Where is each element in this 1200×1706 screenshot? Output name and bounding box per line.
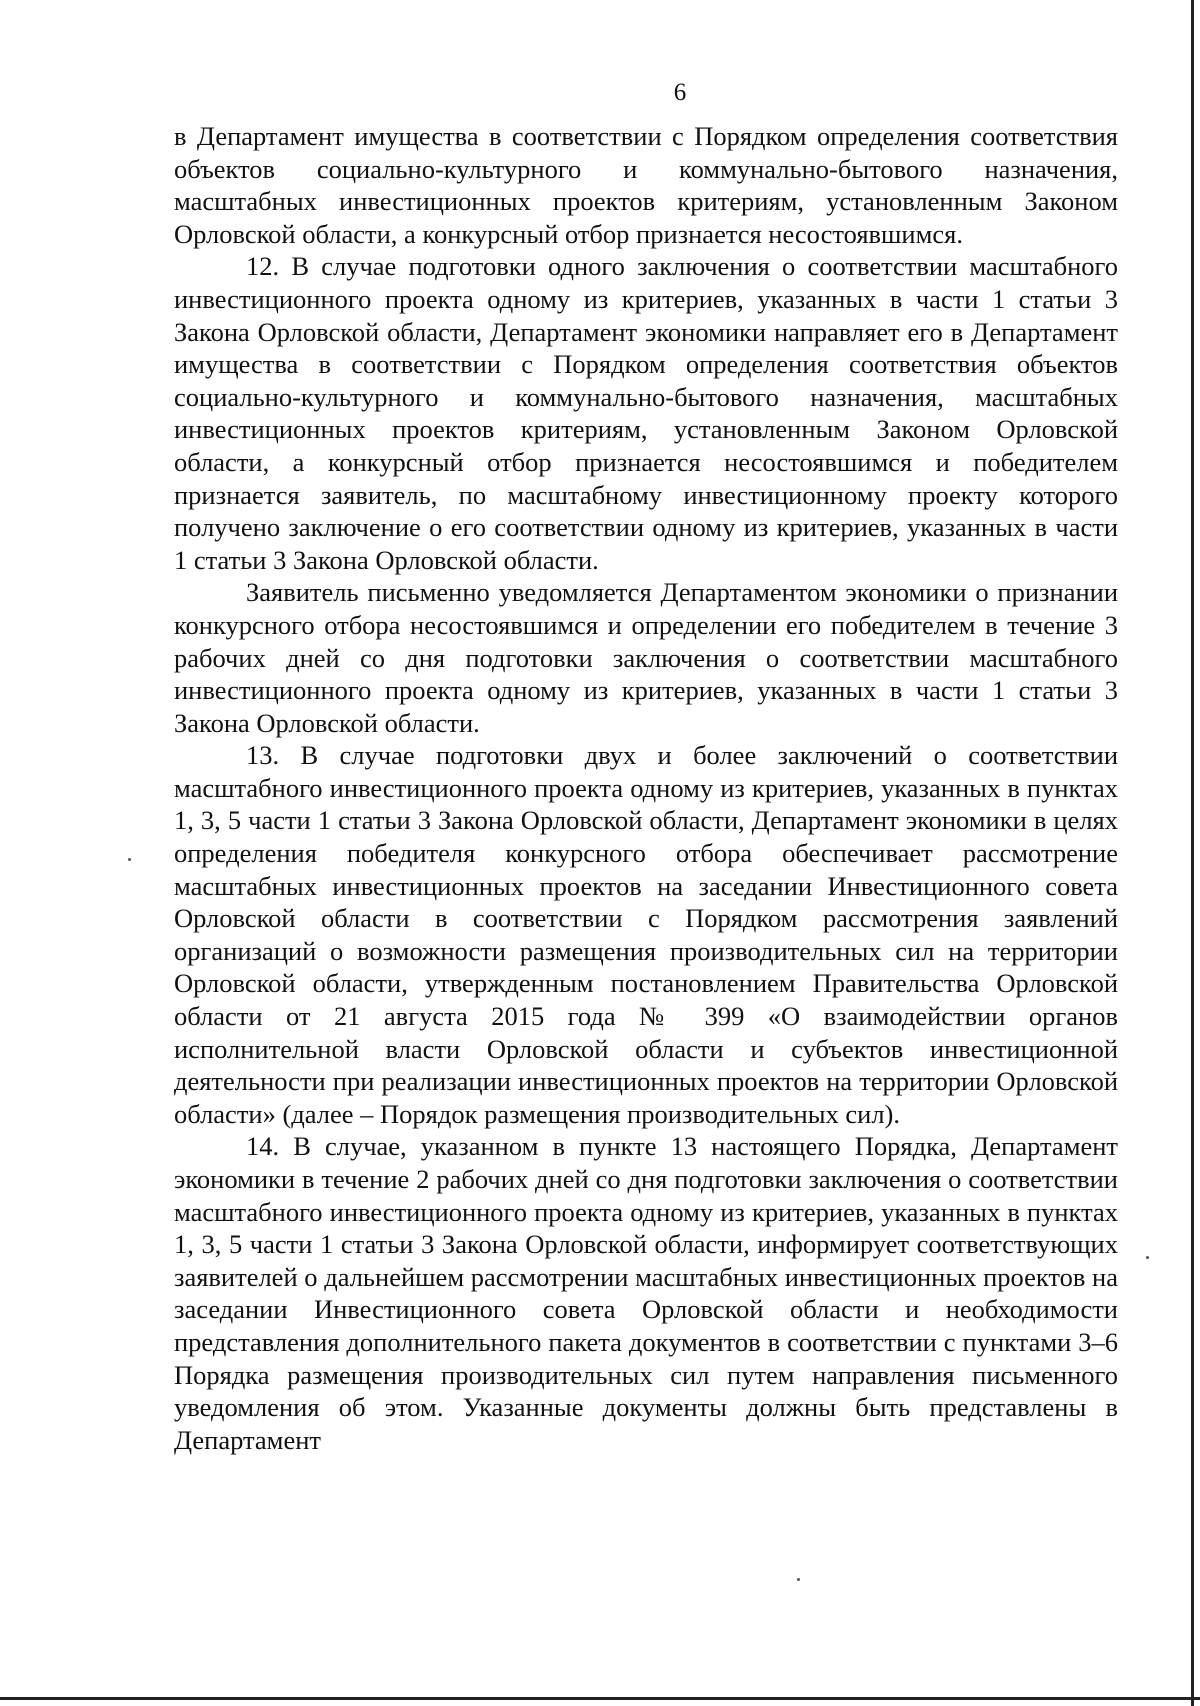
- paragraph-continuation: в Департамент имущества в соответствии с Порядком определения соответствия объектов социально-культурного и коммунально-бытового назначения, масштабных инвестиционных проектов критериям, установленным Законом Орловской области, а конкурсный отбор признается несостоявшимся.: [174, 121, 1118, 249]
- paragraph-item-13: 13. В случае подготовки двух и более заключений о соответствии масштабного инвестиционного проекта одному из критериев, указанных в пунктах 1, 3, 5 части 1 статьи 3 Закона Орловской области, Департамент экономики в целях определения победителя конкурсного отбора обеспечивает рассмотрение масштабных инвестиционных проектов на заседании Инвестиционного совета Орловской области в соответствии с Порядком рассмотрения заявлений организаций о возможности размещения производительных сил на территории Орловской области, утвержденным постановлением Правительства Орловской области от 21 августа 2015 года № 399 «О взаимодействии органов исполнительной власти Орловской области и субъектов инвестиционной деятельности при реализации инвестиционных проектов на территории Орловской области» (далее – Порядок размещения производительных сил).: [174, 740, 1118, 1129]
- scan-speck: [797, 1578, 800, 1581]
- page-number: 6: [673, 79, 687, 106]
- scan-border-bottom: [0, 1697, 1200, 1700]
- paragraph-item-12: 12. В случае подготовки одного заключения о соответствии масштабного инвестиционного проекта одному из критериев, указанных в части 1 статьи 3 Закона Орловской области, Департамент экономики направляет его в Департамент имущества в соответствии с Порядком определения соответствия объектов социально-культурного и коммунально-бытового назначения, масштабных инвестиционных проектов критериям, установленным Законом Орловской области, а конкурсный отбор признается несостоявшимся и победителем признается заявитель, по масштабному инвестиционному проекту которого получено заключение о его соответствии одному из критериев, указанных в части 1 статьи 3 Закона Орловской области.: [174, 251, 1118, 575]
- paragraph-item-14: 14. В случае, указанном в пункте 13 настоящего Порядка, Департамент экономики в течение 2 рабочих дней со дня подготовки заключения о соответствии масштабного инвестиционного проекта одному из критериев, указанных в пунктах 1, 3, 5 части 1 статьи 3 Закона Орловской области, информирует соответствующих заявителей о дальнейшем рассмотрении масштабных инвестиционных проектов на заседании Инвестиционного совета Орловской области и необходимости представления дополнительного пакета документов в соответствии с пунктами 3–6 Порядка размещения производительных сил путем направления письменного уведомления об этом. Указанные документы должны быть представлены в Департамент: [174, 1131, 1118, 1455]
- scan-speck: [128, 858, 131, 861]
- scan-border-right: [1191, 0, 1194, 1706]
- scan-speck: [1146, 1256, 1149, 1259]
- document-body: [174, 120, 1118, 1456]
- paragraph-applicant-notice: Заявитель письменно уведомляется Департаментом экономики о признании конкурсного отбора несостоявшимся и определении его победителем в течение 3 рабочих дней со дня подготовки заключения о соответствии масштабного инвестиционного проекта одному из критериев, указанных в части 1 статьи 3 Закона Орловской области.: [174, 577, 1118, 738]
